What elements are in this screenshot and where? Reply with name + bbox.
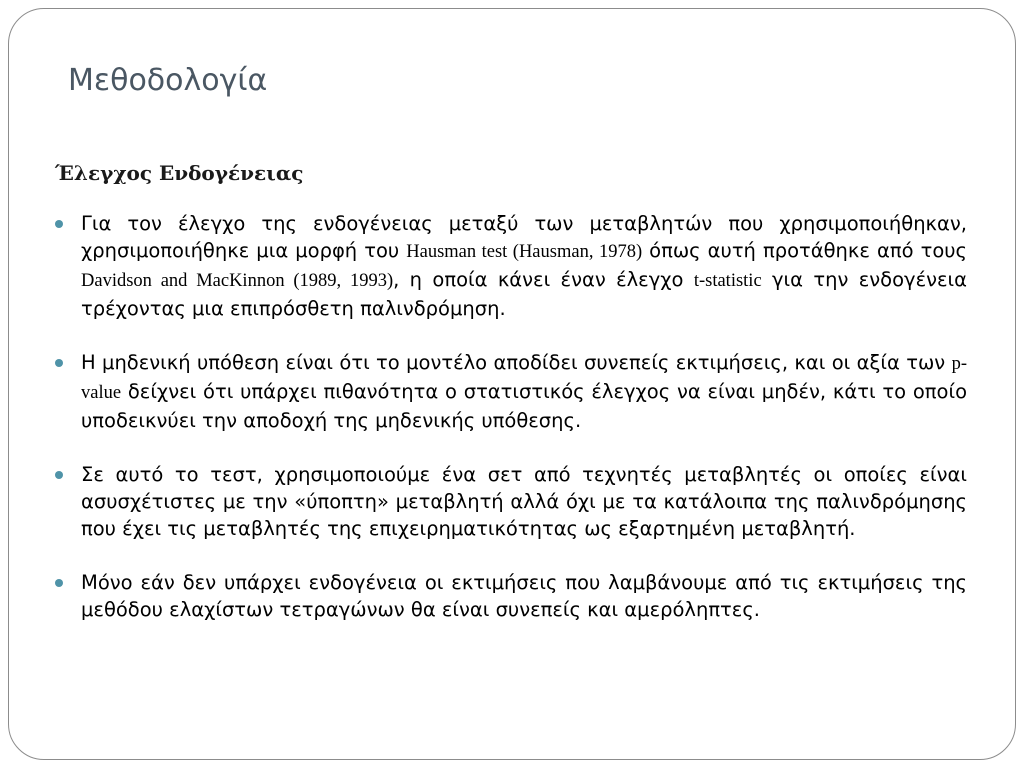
bullet-text: Σε αυτό το τεστ, χρησιμοποιούμε ένα σετ από τεχνητές μεταβλητές οι οποίες είναι ασυσχέτιστες με την «ύποπτη» μεταβλητή αλλά όχι με τα κατάλοιπα της παλινδρόμησης που έχει τις μεταβλητές της επιχειρηματικότητας ως εξαρτημένη μεταβλητή. bbox=[81, 463, 967, 540]
term-p-value: p-value bbox=[81, 354, 967, 403]
bullet-text: δείχνει ότι υπάρχει πιθανότητα ο στατιστικός έλεγχος να είναι μηδέν, κάτι το οποίο υποδεικνύει την αποδοχή της μηδενικής υπόθεσης. bbox=[81, 380, 967, 432]
term-hausman-test: Hausman test (Hausman, 1978) bbox=[406, 242, 643, 262]
slide-frame bbox=[8, 8, 1016, 760]
bullet-icon bbox=[55, 359, 63, 367]
section-subheading: Έλεγχος Ενδογένειας bbox=[55, 161, 304, 185]
term-davidson-mackinnon: Davidson and MacKinnon (1989, 1993) bbox=[81, 271, 394, 291]
bullet-item-null-hypothesis bbox=[43, 349, 967, 434]
slide-title: Μεθοδολογία bbox=[68, 63, 268, 98]
bullet-text: Για τον έλεγχο της ενδογένειας μεταξύ των μεταβλητών που χρησιμοποιήθηκαν, χρησιμοποιήθηκε μια μορφή του bbox=[81, 212, 967, 262]
bullet-text: Η μηδενική υπόθεση είναι ότι το μοντέλο αποδίδει συνεπείς εκτιμήσεις, και οι αξία των bbox=[81, 351, 952, 374]
bullet-icon bbox=[55, 220, 63, 228]
bullet-text: όπως αυτή προτάθηκε από τους bbox=[642, 239, 967, 262]
bullet-list bbox=[43, 210, 967, 650]
bullet-text: , η οποία κάνει έναν έλεγχο bbox=[393, 268, 694, 291]
bullet-text: Μόνο εάν δεν υπάρχει ενδογένεια οι εκτιμήσεις που λαμβάνουμε από τις εκτιμήσεις της μεθόδου ελαχίστων τετραγώνων θα είναι συνεπείς και αμερόληπτες. bbox=[81, 571, 967, 621]
bullet-item-ols-estimates bbox=[43, 569, 967, 623]
bullet-item-hausman-test bbox=[43, 210, 967, 322]
bullet-text: για την ενδογένεια τρέχοντας μια επιπρόσθετη παλινδρόμηση. bbox=[81, 268, 967, 320]
bullet-icon bbox=[55, 579, 63, 587]
bullet-item-artificial-variables bbox=[43, 461, 967, 542]
bullet-icon bbox=[55, 471, 63, 479]
term-t-statistic: t-statistic bbox=[693, 271, 762, 291]
